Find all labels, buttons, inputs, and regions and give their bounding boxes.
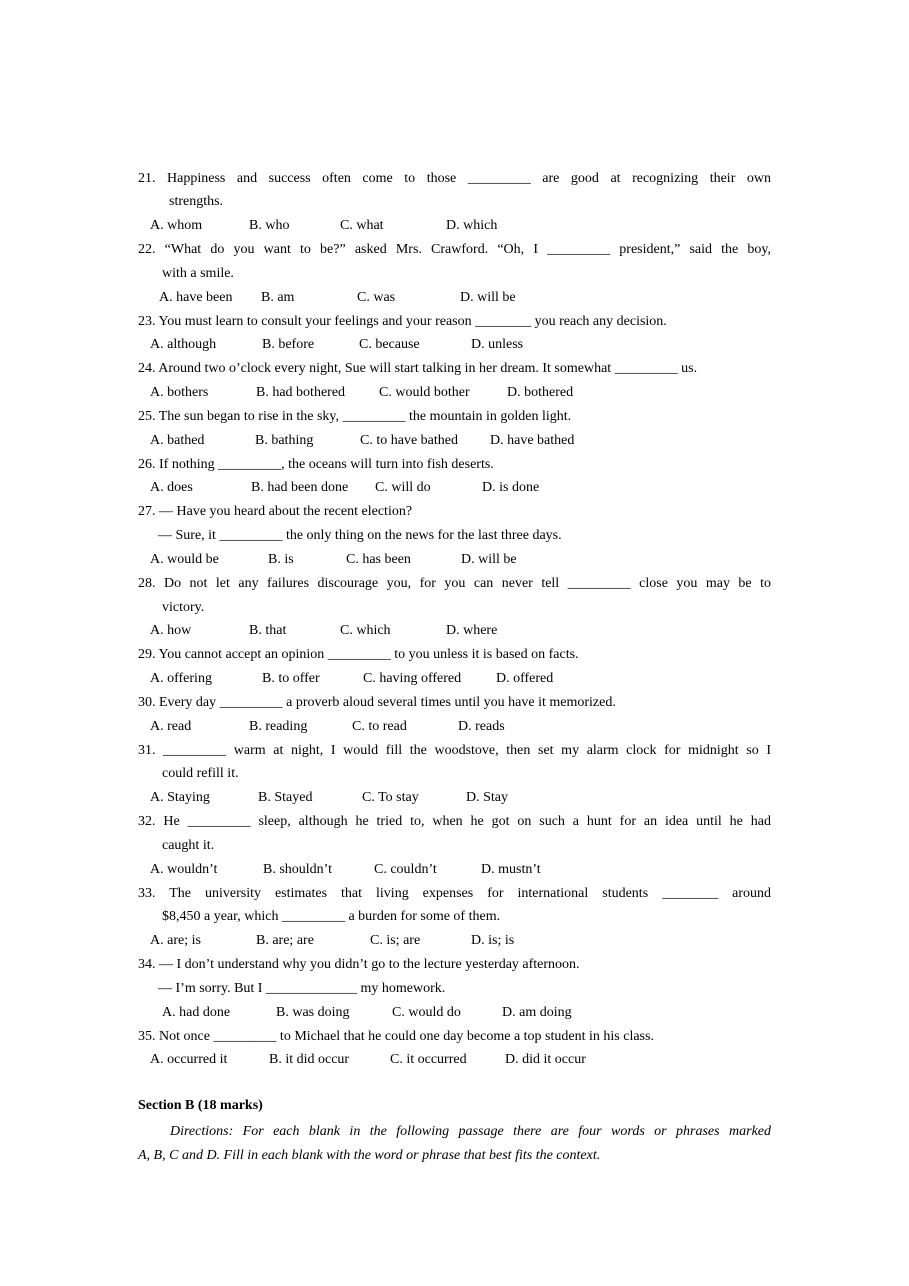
question-29-text: 29. You cannot accept an opinion _________ to you unless it is based on facts. [138, 647, 579, 662]
q23-option-a: A. although [150, 337, 217, 352]
q25-option-a: A. bathed [150, 433, 205, 448]
question-27-continuation: — Sure, it _________ the only thing on the news for the last three days. [158, 528, 562, 543]
q24-option-c: C. would bother [379, 385, 470, 400]
question-32-text: 32. He _________ sleep, although he tried to, when he got on such a hunt for an idea until he had [138, 814, 771, 829]
q35-option-c: C. it occurred [390, 1052, 467, 1067]
q22-option-d: D. will be [460, 290, 516, 305]
q23-option-b: B. before [262, 337, 315, 352]
q33-option-a: A. are; is [150, 933, 201, 948]
question-34-continuation: — I’m sorry. But I _____________ my homework. [158, 981, 446, 996]
q32-option-b: B. shouldn’t [263, 862, 332, 877]
q27-option-c: C. has been [346, 552, 411, 567]
q22-option-b: B. am [261, 290, 295, 305]
q32-option-a: A. wouldn’t [150, 862, 218, 877]
q27-option-d: D. will be [461, 552, 517, 567]
q35-option-d: D. did it occur [505, 1052, 586, 1067]
q21-option-a: A. whom [150, 218, 203, 233]
q35-option-b: B. it did occur [269, 1052, 350, 1067]
question-35-text: 35. Not once _________ to Michael that he could one day become a top student in his class. [138, 1029, 654, 1044]
question-23-text: 23. You must learn to consult your feelings and your reason ________ you reach any decision. [138, 314, 667, 329]
section-b-title: Section B (18 marks) [138, 1098, 263, 1113]
q27-option-a: A. would be [150, 552, 219, 567]
q25-option-c: C. to have bathed [360, 433, 458, 448]
q26-option-a: A. does [150, 480, 193, 495]
question-28-continuation: victory. [162, 600, 205, 615]
q30-option-a: A. read [150, 719, 192, 734]
question-31-text: 31. _________ warm at night, I would fill the woodstove, then set my alarm clock for midnight so I [138, 743, 771, 758]
q31-option-b: B. Stayed [258, 790, 313, 805]
q23-option-d: D. unless [471, 337, 524, 352]
q35-option-a: A. occurred it [150, 1052, 228, 1067]
q21-option-b: B. who [249, 218, 290, 233]
question-31-continuation: could refill it. [162, 766, 239, 781]
q30-option-c: C. to read [352, 719, 407, 734]
q28-option-b: B. that [249, 623, 287, 638]
q21-option-d: D. which [446, 218, 498, 233]
q24-option-d: D. bothered [507, 385, 574, 400]
q28-option-a: A. how [150, 623, 192, 638]
q21-option-c: C. what [340, 218, 384, 233]
q33-option-d: D. is; is [471, 933, 515, 948]
question-25-text: 25. The sun began to rise in the sky, _________ the mountain in golden light. [138, 409, 572, 424]
q31-option-c: C. To stay [362, 790, 419, 805]
q28-option-d: D. where [446, 623, 498, 638]
q34-option-b: B. was doing [276, 1005, 350, 1020]
q32-option-d: D. mustn’t [481, 862, 541, 877]
q28-option-c: C. which [340, 623, 391, 638]
q29-option-d: D. offered [496, 671, 554, 686]
q34-option-c: C. would do [392, 1005, 461, 1020]
question-27-text: 27. — Have you heard about the recent election? [138, 504, 413, 519]
q26-option-c: C. will do [375, 480, 431, 495]
question-24-text: 24. Around two o’clock every night, Sue will start talking in her dream. It somewhat _________ us. [138, 361, 698, 376]
q33-option-c: C. is; are [370, 933, 421, 948]
q30-option-d: D. reads [458, 719, 505, 734]
question-33-continuation: $8,450 a year, which _________ a burden for some of them. [162, 909, 501, 924]
q34-option-a: A. had done [162, 1005, 231, 1020]
question-21-continuation: strengths. [169, 194, 224, 209]
question-28-text: 28. Do not let any failures discourage you, for you can never tell _________ close you may be to [138, 576, 771, 591]
q31-option-a: A. Staying [150, 790, 210, 805]
q25-option-b: B. bathing [255, 433, 314, 448]
q26-option-b: B. had been done [251, 480, 349, 495]
q26-option-d: D. is done [482, 480, 540, 495]
question-33-text: 33. The university estimates that living expenses for international students ________ around [138, 886, 771, 901]
q29-option-a: A. offering [150, 671, 212, 686]
q22-option-a: A. have been [159, 290, 233, 305]
section-b-directions-line1: Directions: For each blank in the following passage there are four words or phrases marked [170, 1124, 771, 1139]
question-22-text: 22. “What do you want to be?” asked Mrs. Crawford. “Oh, I _________ president,” said the boy, [138, 242, 771, 257]
q22-option-c: C. was [357, 290, 396, 305]
q23-option-c: C. because [359, 337, 420, 352]
question-21-text: 21. Happiness and success often come to those _________ are good at recognizing their own [138, 171, 771, 186]
q29-option-b: B. to offer [262, 671, 320, 686]
question-34-text: 34. — I don’t understand why you didn’t go to the lecture yesterday afternoon. [138, 957, 580, 972]
q30-option-b: B. reading [249, 719, 308, 734]
q29-option-c: C. having offered [363, 671, 462, 686]
question-26-text: 26. If nothing _________, the oceans will turn into fish deserts. [138, 457, 494, 472]
q31-option-d: D. Stay [466, 790, 508, 805]
q32-option-c: C. couldn’t [374, 862, 437, 877]
q24-option-b: B. had bothered [256, 385, 346, 400]
q24-option-a: A. bothers [150, 385, 209, 400]
question-22-continuation: with a smile. [162, 266, 234, 281]
q33-option-b: B. are; are [256, 933, 314, 948]
section-b-directions-line2: A, B, C and D. Fill in each blank with the word or phrase that best fits the context. [138, 1148, 601, 1163]
q27-option-b: B. is [268, 552, 294, 567]
question-32-continuation: caught it. [162, 838, 215, 853]
q34-option-d: D. am doing [502, 1005, 572, 1020]
q25-option-d: D. have bathed [490, 433, 575, 448]
question-30-text: 30. Every day _________ a proverb aloud several times until you have it memorized. [138, 695, 616, 710]
